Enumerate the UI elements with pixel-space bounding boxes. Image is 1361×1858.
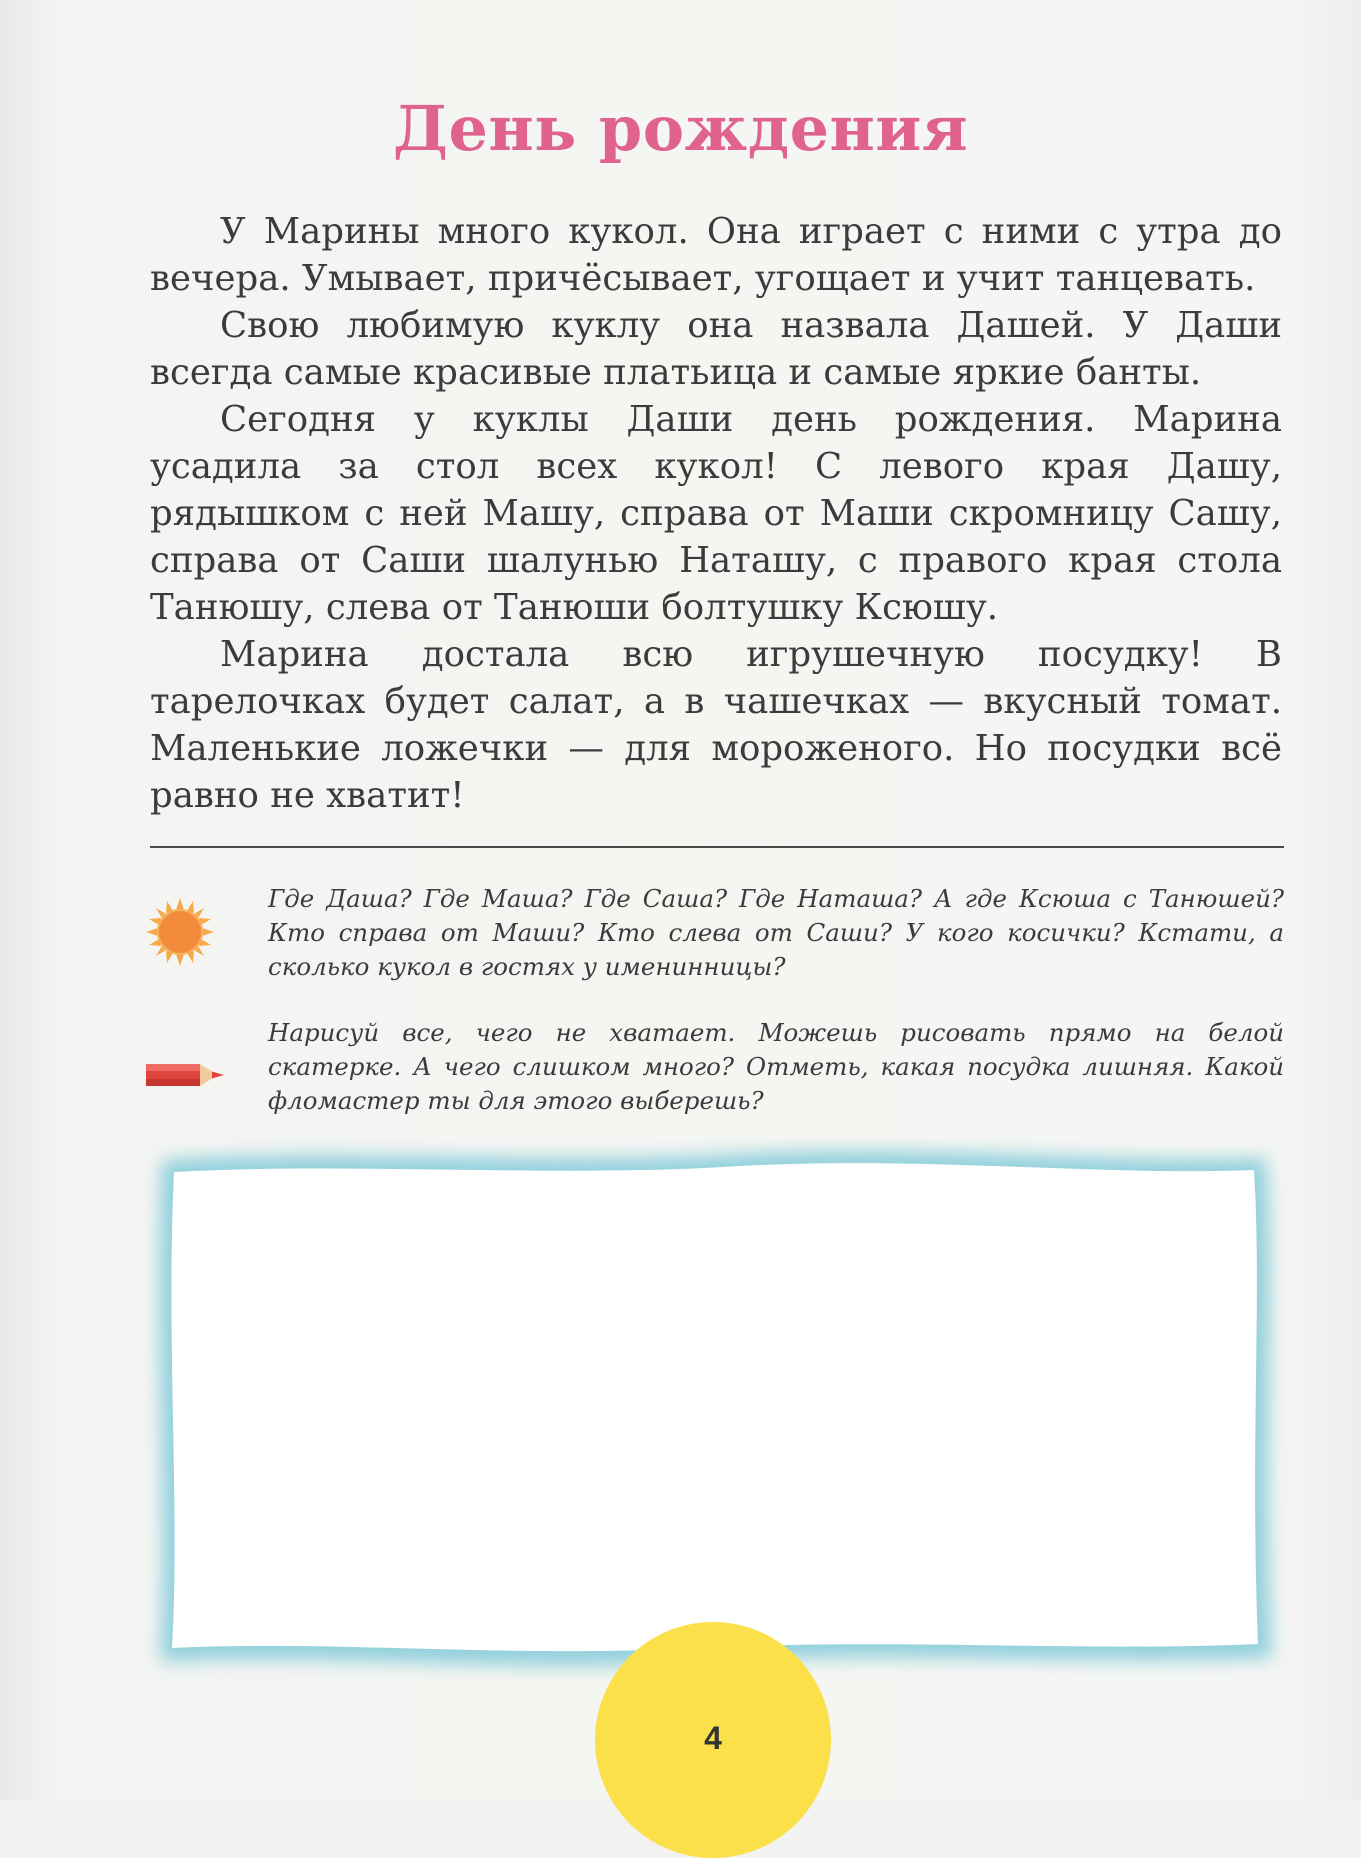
drawing-area[interactable] xyxy=(140,1138,1288,1680)
story-paragraph: Марина достала всю игрушечную посудку! В тарелочках будет салат, а в чашечках — вкусный томат. Маленькие ложечки — для мороженого. Но посудки всё равно не хватит! xyxy=(150,634,1282,816)
page-title: День рождения xyxy=(392,92,969,165)
story-paragraph: Сегодня у куклы Даши день рождения. Марина усадила за стол всех кукол! С левого края Дашу, рядышком с ней Машу, справа от Маши скромницу Сашу, справа от Саши шалунью Наташу, с правого края стола Танюшу, слева от Танюши болтушку Ксюшу. xyxy=(150,399,1282,628)
drawing-task: Нарисуй все, чего не хватает. Можешь рисовать прямо на белой скатерке. А чего слишком много? Отметь, какая посудка лишняя. Какой фломастер ты для этого выберешь? xyxy=(268,1018,1284,1115)
section-divider xyxy=(150,846,1284,848)
pencil-icon xyxy=(146,1058,224,1092)
story-paragraph: У Марины много кукол. Она играет с ними с утра до вечера. Умывает, причёсывает, угощает и учит танцевать. xyxy=(150,211,1282,299)
sun-icon xyxy=(146,898,214,966)
questions-task: Где Даша? Где Маша? Где Саша? Где Наташа? А где Ксюша с Танюшей? Кто справа от Маши? Кто слева от Саши? У кого косички? Кстати, а сколько кукол в гостях у именинницы? xyxy=(268,884,1284,981)
page-number: 4 xyxy=(704,1720,722,1756)
story-text xyxy=(150,208,1282,819)
story-paragraph: Свою любимую куклу она назвала Дашей. У Даши всегда самые красивые платьица и самые яркие банты. xyxy=(150,305,1282,393)
